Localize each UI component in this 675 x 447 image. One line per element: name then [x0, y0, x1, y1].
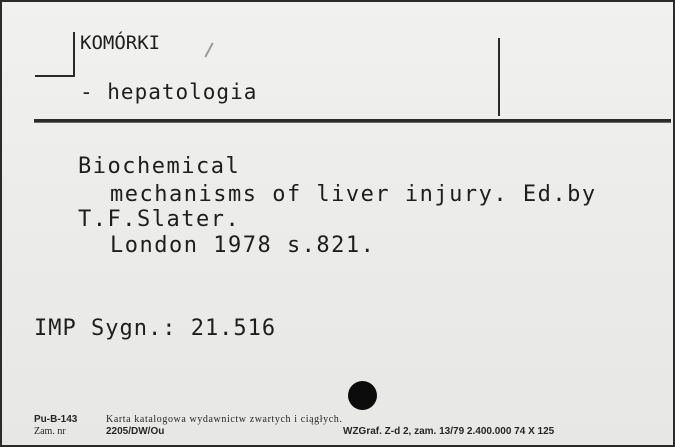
order-number: 2205/DW/Ou [106, 426, 165, 437]
heading-separator-rule [34, 119, 671, 122]
heading-vertical-rule [73, 32, 75, 77]
punch-hole [348, 381, 377, 410]
heading-left-rule [35, 75, 73, 77]
form-description: Karta katalogowa wydawnictw zwartych i ciągłych. [106, 414, 343, 425]
form-code: Pu-B-143 [34, 414, 78, 425]
heading-right-rule [498, 38, 500, 116]
call-number: IMP Sygn.: 21.516 [34, 316, 277, 341]
entry-line-title-cont: mechanisms of liver injury. Ed.by [110, 182, 597, 207]
entry-line-imprint: London 1978 s.821. [110, 233, 376, 258]
subject-heading: KOMÓRKI [80, 32, 161, 54]
pencil-stroke-mark [204, 42, 213, 57]
order-label: Zam. nr [34, 426, 66, 437]
entry-line-editor: T.F.Slater. [78, 207, 241, 232]
printer-info: WZGraf. Z-d 2, zam. 13/79 2.400.000 74 X 125 [343, 426, 555, 437]
entry-line-title: Biochemical [78, 154, 241, 179]
subject-subheading: - hepatologia [80, 80, 258, 104]
